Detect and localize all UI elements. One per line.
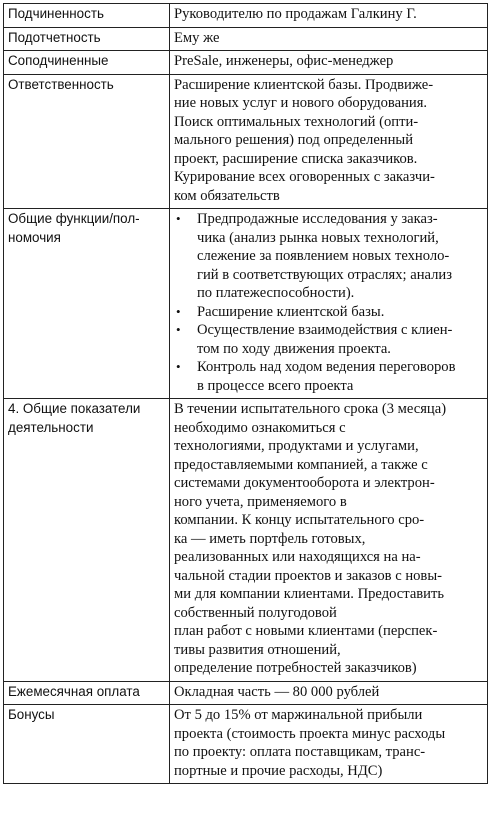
row-value-line: технологиями, продуктами и услугами, [174,438,419,454]
bullet-text-line: Предпродажные исследования у заказ- [197,211,438,227]
row-value-line: проект, расширение списка заказчиков. [174,150,418,167]
row-value-line: ние новых услуг и нового оборудования. [174,95,428,111]
row-label-line: деятельности [8,419,94,435]
row-value-cell [170,4,488,28]
row-value-line: чальной стадии проектов и заказов с новы- [174,567,442,584]
bullet-text-line: чика (анализ рынка новых технологий, [197,229,439,246]
table-row [4,74,488,209]
row-value-line: Поиск оптимальных технологий (опти- [174,113,419,130]
row-value-line: Ему же [174,29,220,46]
bullet-icon: • [176,211,181,226]
row-value-line: Курирование всех оговоренных с заказчи- [174,169,435,185]
job-description-page [3,3,488,784]
row-label-line: Общие функции/пол- [8,211,140,226]
table-row [4,209,488,399]
table-row [4,51,488,75]
bullet-text-line: слежение за появлением новых техноло- [197,248,450,264]
row-value-line: Руководителю по продажам Галкину Г. [174,6,417,22]
row-value-line: план работ с новыми клиентами (перспек- [174,623,438,639]
row-label-cell [4,399,170,682]
row-value-line: ка — иметь портфель готовых, [174,530,366,547]
row-value-line: предоставляемыми компанией, а также с [174,456,428,473]
job-description-table [3,3,488,784]
bullet-icon: • [176,322,181,337]
row-value-line: по проекту: оплата поставщикам, транс- [174,744,426,760]
row-value-cell [170,705,488,784]
row-label-cell [4,51,170,75]
row-label-line: Подчиненность [8,6,104,21]
row-value-cell [170,74,488,209]
bullet-list [174,210,483,395]
table-row [4,27,488,51]
table-row [4,4,488,28]
row-value-line: проекта (стоимость проекта минус расходы [174,725,446,742]
row-value-cell [170,399,488,682]
row-value-line: В течении испытательного срока (3 месяца) [174,401,447,417]
row-value-line: необходимо ознакомиться с [174,419,346,436]
row-value-line: реализованных или находящихся на на- [174,549,421,565]
row-label-cell [4,681,170,705]
row-value-cell [170,27,488,51]
row-label-cell [4,27,170,51]
table-row [4,681,488,705]
row-value-line: ного учета, применяемого в [174,493,347,510]
bullet-text-line: Осуществление взаимодействия с клиен- [197,322,453,338]
bullet-list-item [174,210,483,303]
row-value-line: мального решения) под определенный [174,132,414,148]
row-label-line: Ответственность [8,76,114,92]
bullet-list-item [174,358,483,395]
row-value-line: системами документооборота и электрон- [174,475,435,491]
table-body [4,4,488,784]
row-label-line: 4. Общие показатели [8,401,141,416]
row-value-line: портные и прочие расходы, НДС) [174,762,383,779]
row-label-line: Соподчиненные [8,53,109,68]
row-value-cell [170,209,488,399]
row-label-cell [4,74,170,209]
bullet-list-item [174,321,483,358]
row-label-cell [4,4,170,28]
row-value-line: ком обязательств [174,187,280,204]
row-value-line: компании. К концу испытательного сро- [174,512,425,528]
bullet-text-line: Расширение клиентской базы. [197,303,385,320]
table-row [4,399,488,682]
row-label-line: Ежемесячная оплата [8,683,140,699]
bullet-text-line: Контроль над ходом ведения переговоров [197,359,456,375]
row-value-line: ми для компании клиентами. Предоставить [174,586,445,602]
bullet-text-line: гий в соответствующих отраслях; анализ [197,266,452,283]
row-label-line: номочия [8,229,61,245]
row-value-line: тивы развития отношений, [174,641,341,658]
row-value-line: определение потребностей заказчиков) [174,660,417,676]
bullet-icon: • [176,303,181,319]
row-value-line: От 5 до 15% от маржинальной прибыли [174,707,423,723]
bullet-text-line: том по ходу движения проекта. [197,340,391,357]
bullet-text-line: по платежеспособности). [197,285,355,301]
row-label-line: Бонусы [8,707,55,722]
row-value-line: PreSale, инженеры, офис-менеджер [174,53,394,69]
bullet-text-line: в процессе всего проекта [197,377,354,394]
bullet-icon: • [176,359,181,374]
row-value-cell [170,51,488,75]
bullet-list-item [174,303,483,322]
row-label-cell [4,209,170,399]
row-value-line: собственный полугодовой [174,604,337,621]
row-value-line: Расширение клиентской базы. Продвиже- [174,76,434,93]
row-label-line: Подотчетность [8,29,101,45]
table-row [4,705,488,784]
row-label-cell [4,705,170,784]
row-value-cell [170,681,488,705]
row-value-line: Окладная часть — 80 000 рублей [174,683,380,700]
